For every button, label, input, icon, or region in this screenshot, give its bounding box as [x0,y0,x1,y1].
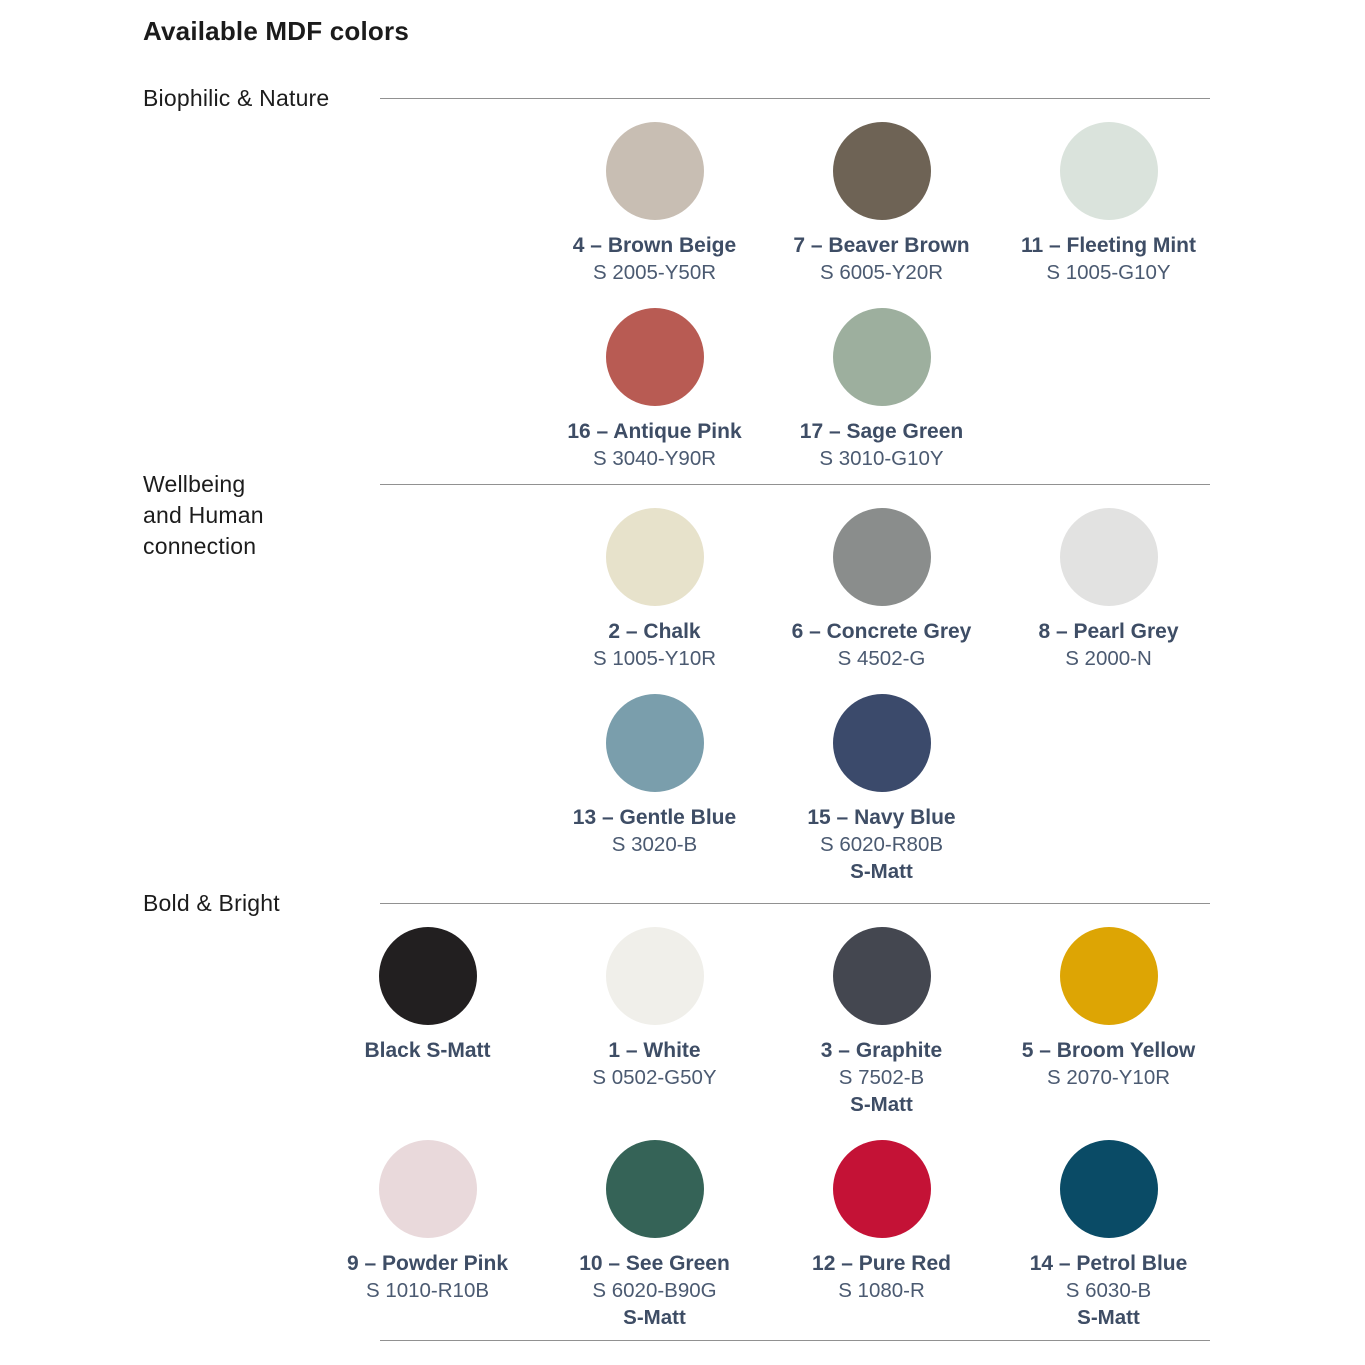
swatch-ncs-code: S 6005-Y20R [819,261,944,284]
color-swatch-item [995,508,1222,671]
color-swatch-circle [833,122,931,220]
color-swatch-circle [833,1140,931,1238]
section-heading-line: and Human [143,502,264,528]
swatch-ncs-code: S 4502-G [837,647,926,670]
color-swatch-item [541,1140,768,1330]
swatch-finish: S-Matt [850,860,913,883]
swatch-row [314,904,1288,1117]
color-swatch-circle [833,508,931,606]
swatch-ncs-code: S 1080-R [838,1279,925,1302]
swatch-rows [314,904,1288,1330]
color-swatch-item [314,1140,541,1303]
swatch-row [314,99,1288,285]
swatch-row [314,285,1288,471]
color-swatch-item [541,927,768,1090]
sections-container [143,85,1365,1341]
swatch-row [314,485,1288,671]
swatch-ncs-code: S 3020-B [611,833,698,856]
swatch-ncs-code: S 6020-B90G [592,1279,717,1302]
color-swatch-item [541,122,768,285]
swatch-name: 2 – Chalk [608,620,701,643]
color-swatch-item [995,927,1222,1090]
section-heading [143,469,380,562]
swatch-ncs-code: S 3010-G10Y [819,447,944,470]
swatch-ncs-code: S 0502-G50Y [592,1066,717,1089]
swatch-name: 13 – Gentle Blue [572,806,737,829]
swatch-name: 16 – Antique Pink [567,420,742,443]
color-swatch-item [541,308,768,471]
color-swatch-circle [1060,508,1158,606]
color-swatch-item [314,927,541,1063]
section-heading-line: Biophilic & Nature [143,85,330,111]
swatch-name: 6 – Concrete Grey [791,620,972,643]
swatch-ncs-code: S 1005-Y10R [592,647,717,670]
color-swatch-item [768,694,995,884]
swatch-name: 9 – Powder Pink [346,1252,509,1275]
color-swatch-circle [606,1140,704,1238]
section-bold-bright [143,890,1365,1341]
page-title: Available MDF colors [143,16,409,46]
color-swatch-circle [833,694,931,792]
section-wellbeing-human-connection [143,471,1365,884]
swatch-name: 8 – Pearl Grey [1038,620,1179,643]
color-swatch-circle [1060,927,1158,1025]
color-swatch-circle [379,927,477,1025]
swatch-ncs-code: S 2000-N [1065,647,1152,670]
section-heading-line: Wellbeing [143,471,246,497]
swatch-name: 7 – Beaver Brown [793,234,970,257]
swatch-ncs-code: S 7502-B [838,1066,925,1089]
color-swatch-item [995,122,1222,285]
swatch-row [314,1117,1288,1330]
color-swatch-circle [1060,122,1158,220]
color-swatch-circle [606,694,704,792]
color-swatch-circle [1060,1140,1158,1238]
swatch-finish: S-Matt [850,1093,913,1116]
section-content [346,903,1288,1341]
swatch-ncs-code: S 2070-Y10R [1046,1066,1171,1089]
swatch-ncs-code: S 1005-G10Y [1046,261,1171,284]
section-heading [143,888,380,919]
swatch-ncs-code: S 6030-B [1065,1279,1152,1302]
swatch-name: 1 – White [608,1039,701,1062]
section-content [380,98,1288,471]
swatch-name: 11 – Fleeting Mint [1020,234,1197,257]
swatch-name: 10 – See Green [579,1252,730,1275]
color-swatch-item [768,308,995,471]
section-biophilic-nature [143,85,1365,471]
color-swatch-circle [606,308,704,406]
swatch-name: 14 – Petrol Blue [1029,1252,1188,1275]
color-swatch-circle [606,122,704,220]
swatch-ncs-code: S 6020-R80B [819,833,944,856]
swatch-ncs-code: S 2005-Y50R [592,261,717,284]
color-swatch-circle [606,927,704,1025]
color-swatch-circle [379,1140,477,1238]
swatch-rows [314,99,1288,471]
swatch-name: 17 – Sage Green [799,420,964,443]
color-swatch-circle [833,308,931,406]
swatch-ncs-code: S 3040-Y90R [592,447,717,470]
swatch-name: 12 – Pure Red [812,1252,951,1275]
color-swatch-item [768,927,995,1117]
swatch-name: 5 – Broom Yellow [1021,1039,1196,1062]
swatch-name: 3 – Graphite [820,1039,943,1062]
swatch-name: 4 – Brown Beige [572,234,737,257]
swatch-row [314,671,1288,884]
color-swatch-item [768,122,995,285]
color-swatch-circle [833,927,931,1025]
color-swatch-item [995,1140,1222,1330]
color-swatch-circle [606,508,704,606]
swatch-finish: S-Matt [623,1306,686,1329]
swatch-name: 15 – Navy Blue [807,806,956,829]
color-swatch-item [768,1140,995,1303]
swatch-rows [314,485,1288,884]
section-content [380,484,1288,884]
swatch-ncs-code: S 1010-R10B [365,1279,490,1302]
color-swatch-item [541,508,768,671]
color-swatch-item [541,694,768,857]
section-heading-line: Bold & Bright [143,890,280,916]
swatch-finish: S-Matt [1077,1306,1140,1329]
bottom-rule [380,1340,1210,1341]
section-heading-line: connection [143,533,257,559]
section-heading [143,83,380,114]
color-swatch-item [768,508,995,671]
swatch-name: Black S-Matt [364,1039,491,1062]
